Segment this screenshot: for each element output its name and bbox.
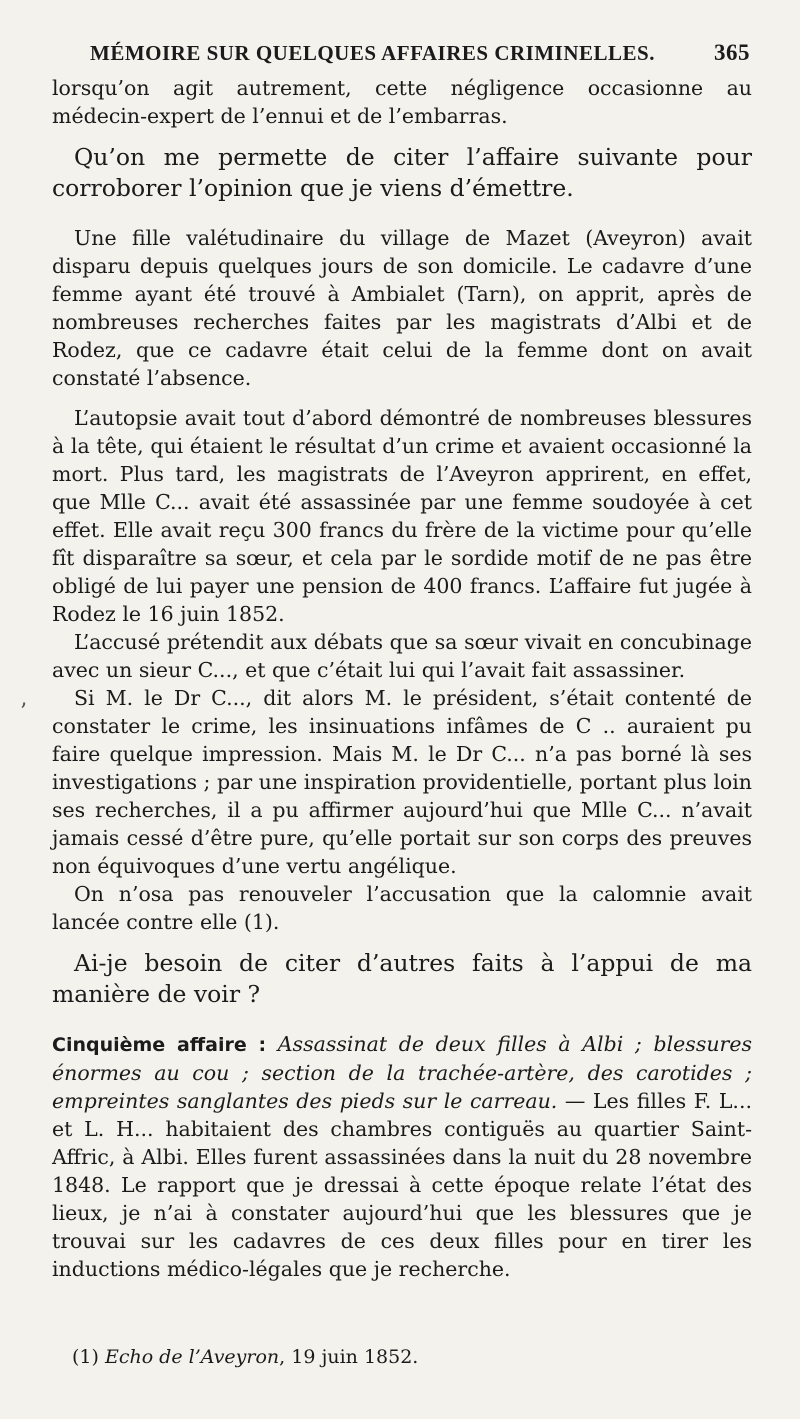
running-title: MÉMOIRE SUR QUELQUES AFFAIRES CRIMINELLES. [90, 41, 655, 65]
case-label: Cinquième affaire : [52, 1034, 267, 1056]
body-text [52, 74, 752, 1283]
paragraph-president: Si M. le Dr C..., dit alors M. le président, s’était contenté de constater le crime, les insinuations infâmes de C .. auraient pu faire quelque impression. Mais M. le Dr C... n’a pas borné là ses investigations ; par une inspiration providentielle, portant plus loin ses recherches, il a pu affirmer aujourd’hui que Mlle C... n’avait jamais cessé d’être pure, qu’elle portait sur son corps des preuves non équivoques d’une vertu angélique. [52, 686, 752, 878]
footnote-marker: (1) [72, 1346, 105, 1368]
paragraph-fifth-case [52, 1030, 752, 1283]
case-title: Assassinat de deux filles à Albi ; blessures énormes au cou ; section de la trachée-artère, des carotides ; empreintes sanglantes des pieds sur le carreau. [52, 1032, 752, 1113]
page-number: 365 [714, 40, 750, 65]
paragraph-intro: Qu’on me permette de citer l’affaire suivante pour corroborer l’opinion que je viens d’émettre. [52, 143, 752, 202]
footnote [72, 1346, 752, 1368]
paragraph-question: Ai-je besoin de citer d’autres faits à l’appui de ma manière de voir ? [52, 949, 752, 1008]
case-text: — Les filles F. L... et L. H... habitaient des chambres contiguës au quartier Saint-Affric, à Albi. Elles furent assassinées dans la nuit du 28 novembre 1848. Le rapport que je dressai à cette époque relate l’état des lieux, je n’ai à constater aujourd’hui que les blessures que je trouvai sur les cadavres de ces deux filles pour en tirer les inductions médico-légales que je recherche. [52, 1089, 752, 1281]
paragraph-accused: L’accusé prétendit aux débats que sa sœur vivait en concubinage avec un sieur C..., et que c’était lui qui l’avait fait assassiner. [52, 630, 752, 682]
paragraph-continuation: lorsqu’on agit autrement, cette négligence occasionne au médecin-expert de l’ennui et de l’embarras. [52, 76, 752, 128]
margin-mark: ’ [20, 700, 27, 725]
running-head [90, 40, 750, 66]
paragraph-case-story: Une fille valétudinaire du village de Mazet (Aveyron) avait disparu depuis quelques jours de son domicile. Le cadavre d’une femme ayant été trouvé à Ambialet (Tarn), on apprit, après de nombreuses recherches faites par les magistrats d’Albi et de Rodez, que ce cadavre était celui de la femme dont on avait constaté l’absence. [52, 226, 752, 390]
paragraph-accusation: On n’osa pas renouveler l’accusation que la calomnie avait lancée contre elle (1). [52, 882, 752, 934]
footnote-rest: , 19 juin 1852. [279, 1346, 419, 1368]
paragraph-autopsy: L’autopsie avait tout d’abord démontré de nombreuses blessures à la tête, qui étaient le résultat d’un crime et avaient occasionné la mort. Plus tard, les magistrats de l’Aveyron apprirent, en effet, que Mlle C... avait été assassinée par une femme soudoyée à cet effet. Elle avait reçu 300 francs du frère de la victime pour qu’elle fît disparaître sa sœur, et cela par le sordide motif de ne pas être obligé de lui payer une pension de 400 francs. L’affaire fut jugée à Rodez le 16 juin 1852. [52, 406, 752, 626]
footnote-source: Echo de l’Aveyron [104, 1346, 280, 1368]
